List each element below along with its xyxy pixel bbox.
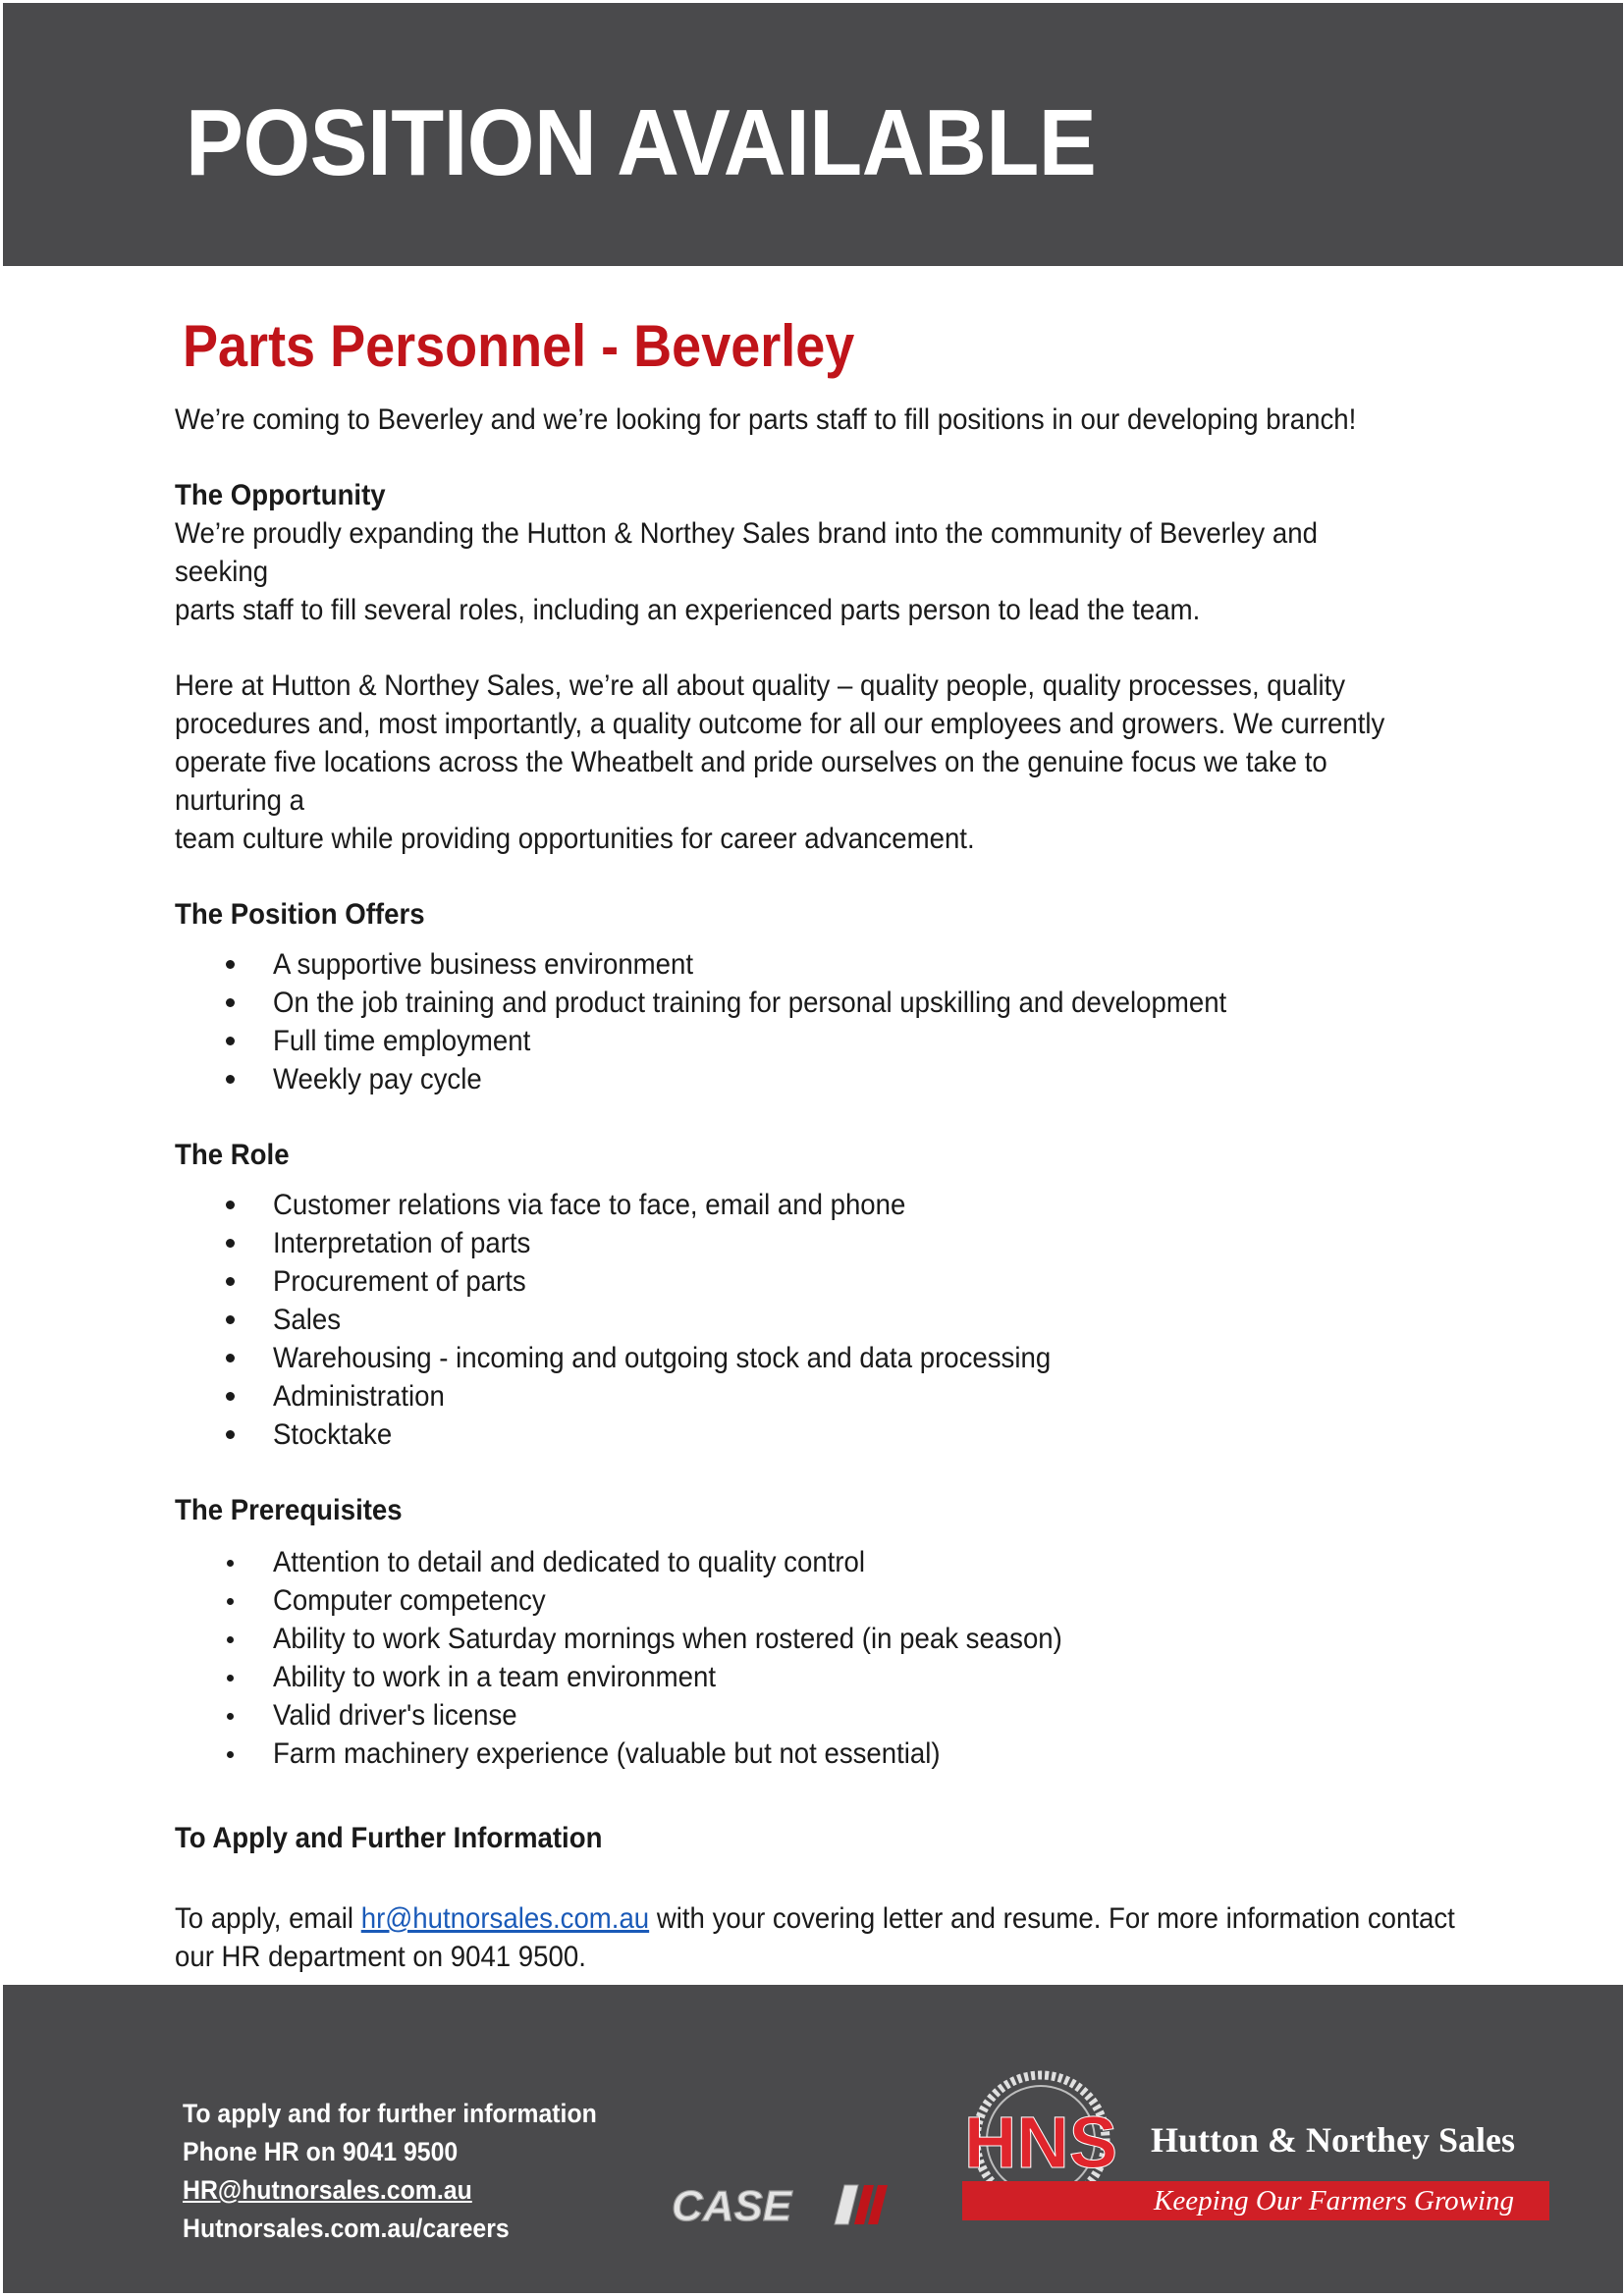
list-item: Administration [175, 1377, 1490, 1415]
list-item: Weekly pay cycle [175, 1060, 1490, 1098]
prerequisites-list [175, 1543, 1490, 1773]
company-name: Hutton & Northey Sales [1151, 2120, 1515, 2160]
bullet-icon [226, 1075, 235, 1084]
list-item: Valid driver's license [175, 1696, 1490, 1735]
footer-careers-link[interactable]: Hutnorsales.com.au/careers [183, 2214, 510, 2243]
bullet-icon [226, 960, 235, 969]
email-link[interactable]: hr@hutnorsales.com.au [360, 1902, 650, 1935]
bullet-icon [227, 1560, 234, 1567]
footer-email-link[interactable]: HR@hutnorsales.com.au [183, 2175, 472, 2205]
footer-line: To apply and for further information [183, 2099, 597, 2128]
page-title: POSITION AVAILABLE [186, 90, 1097, 195]
header-banner [3, 3, 1623, 266]
bullet-icon [227, 1675, 234, 1682]
tagline: Keeping Our Farmers Growing [1154, 2185, 1515, 2216]
bullet-icon [226, 1430, 235, 1439]
bullet-icon [226, 1277, 235, 1286]
list-item: Full time employment [175, 1022, 1490, 1060]
role-heading: The Role [175, 1139, 290, 1171]
quality-line: team culture while providing opportunities for career advancement. [175, 823, 975, 855]
quality-line: Here at Hutton & Northey Sales, we’re all about quality – quality people, quality processes, quality [175, 669, 1346, 702]
list-item: Warehousing - incoming and outgoing stock and data processing [175, 1339, 1490, 1377]
footer-phone: Phone HR on 9041 9500 [183, 2137, 459, 2166]
hns-logo [962, 2069, 1551, 2232]
list-item: Customer relations via face to face, email and phone [175, 1186, 1490, 1224]
bullet-icon [226, 1392, 235, 1401]
apply-text: To apply, email hr@hutnorsales.com.au with your covering letter and resume. For more information contact [175, 1902, 1455, 1935]
bullet-icon [226, 998, 235, 1007]
bullet-icon [227, 1598, 234, 1605]
case-logo [672, 2179, 907, 2230]
list-item: Sales [175, 1301, 1490, 1339]
intro-text: We’re coming to Beverley and we’re looking for parts staff to fill positions in our developing branch! [175, 403, 1357, 436]
quality-line: operate five locations across the Wheatbelt and pride ourselves on the genuine focus we take to nurturing a [175, 746, 1327, 817]
bullet-icon [227, 1713, 234, 1720]
bullet-icon [227, 1636, 234, 1643]
bullet-icon [226, 1037, 235, 1045]
bullet-icon [226, 1201, 235, 1209]
list-item: Procurement of parts [175, 1262, 1490, 1301]
job-title: Parts Personnel - Beverley [183, 313, 855, 379]
footer-contact [183, 2095, 597, 2248]
list-item: On the job training and product training for personal upskilling and development [175, 984, 1490, 1022]
offers-heading: The Position Offers [175, 898, 425, 931]
list-item: A supportive business environment [175, 945, 1490, 984]
list-item: Interpretation of parts [175, 1224, 1490, 1262]
opportunity-line: We’re proudly expanding the Hutton & Northey Sales brand into the community of Beverley and seeking [175, 517, 1318, 588]
quality-line: procedures and, most importantly, a quality outcome for all our employees and growers. We currently [175, 708, 1385, 740]
bullet-icon [226, 1354, 235, 1362]
list-item: Farm machinery experience (valuable but not essential) [175, 1735, 1490, 1773]
bullet-icon [226, 1239, 235, 1248]
opportunity-heading: The Opportunity [175, 479, 386, 511]
offers-list [175, 945, 1490, 1098]
list-item: Attention to detail and dedicated to quality control [175, 1543, 1490, 1581]
apply-heading: To Apply and Further Information [175, 1822, 603, 1854]
prerequisites-heading: The Prerequisites [175, 1494, 403, 1526]
opportunity-line: parts staff to fill several roles, including an experienced parts person to lead the team. [175, 594, 1201, 626]
bullet-icon [226, 1315, 235, 1324]
list-item: Ability to work in a team environment [175, 1658, 1490, 1696]
list-item: Ability to work Saturday mornings when rostered (in peak season) [175, 1620, 1490, 1658]
apply-text-line2: our HR department on 9041 9500. [175, 1941, 586, 1973]
main-content [175, 400, 1490, 1976]
hns-monogram: HNS [963, 2102, 1118, 2183]
case-logo-text: CASE [672, 2182, 792, 2230]
bullet-icon [227, 1751, 234, 1758]
list-item: Stocktake [175, 1415, 1490, 1454]
role-list [175, 1186, 1490, 1454]
list-item: Computer competency [175, 1581, 1490, 1620]
